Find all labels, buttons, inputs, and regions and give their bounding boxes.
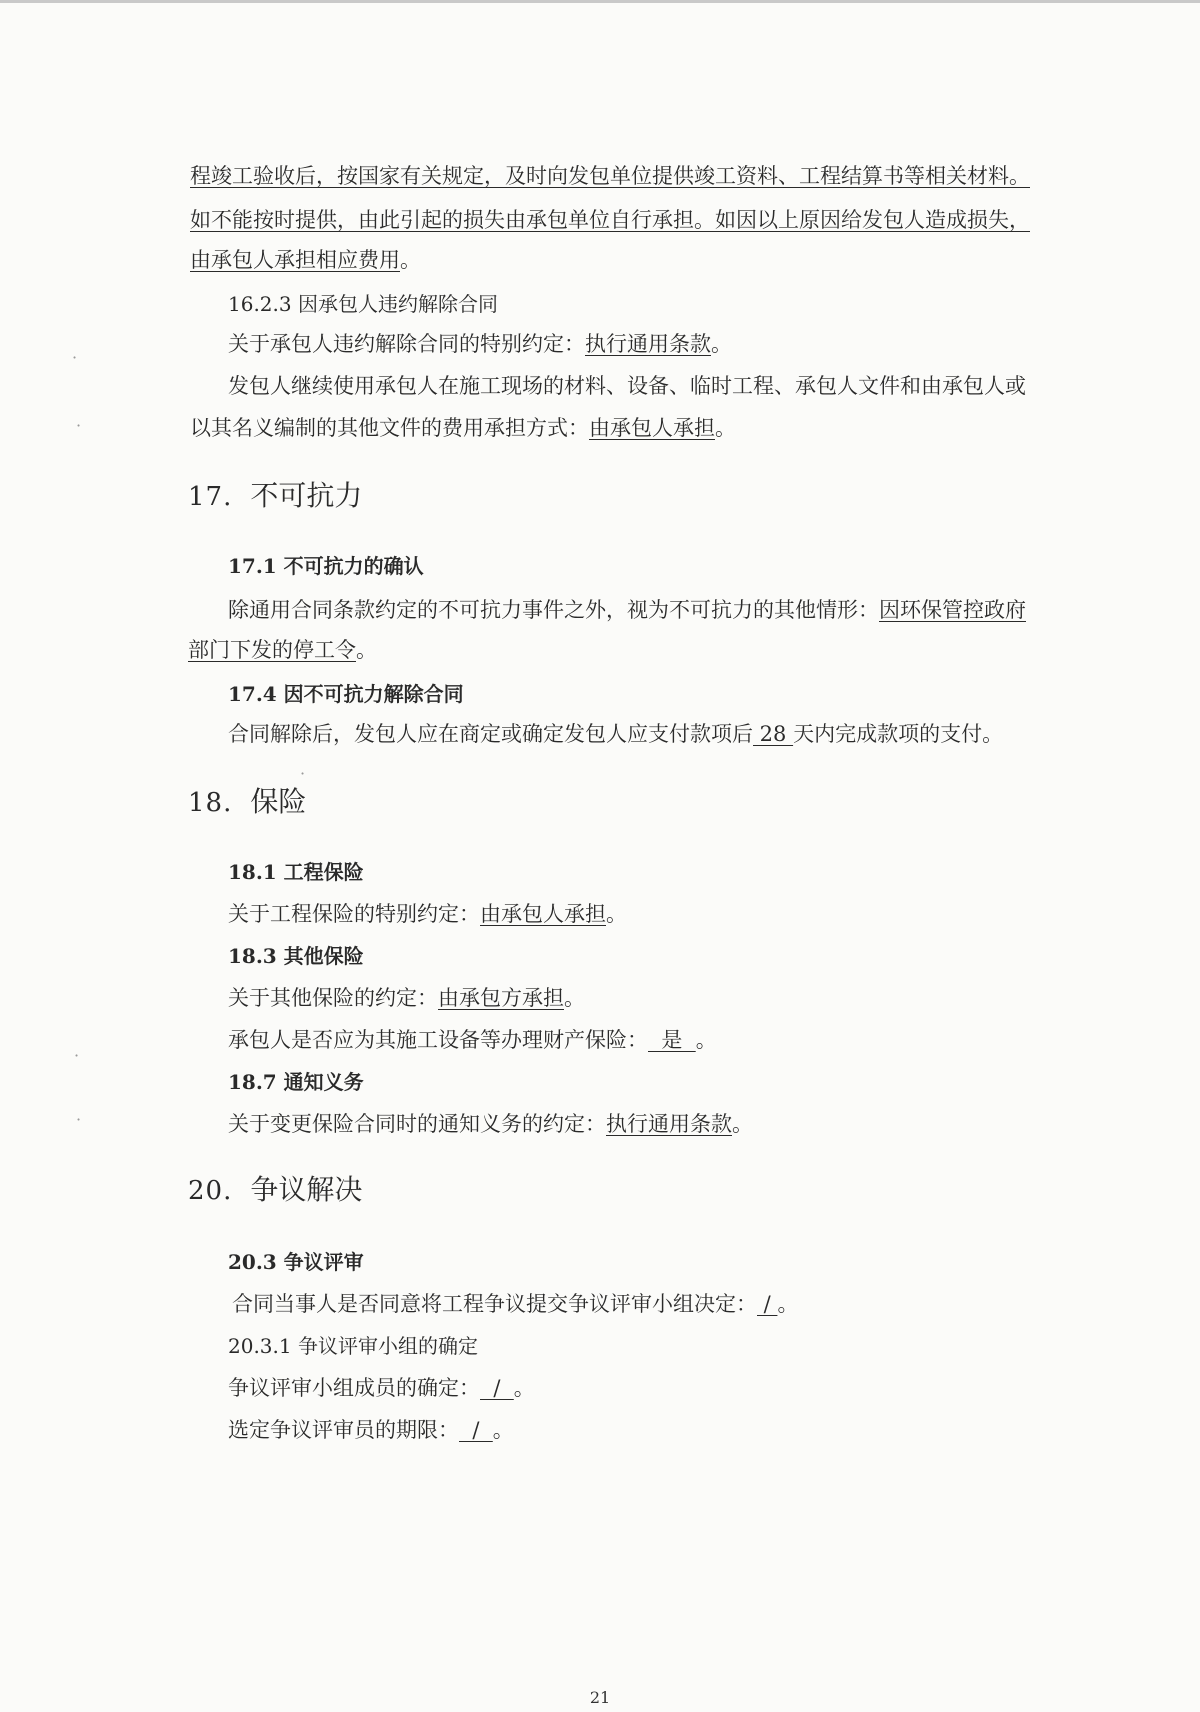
clause-label: 关于变更保险合同时的通知义务的约定： — [228, 1112, 606, 1136]
section-number: 20. — [188, 1176, 233, 1206]
section-20-3-1-members-line — [228, 1374, 535, 1402]
section-18-3-line — [228, 984, 585, 1012]
clause-value: 部门下发的停工令 — [188, 638, 356, 662]
section-17-1-heading: 17.1 不可抗力的确认 — [228, 554, 424, 578]
section-title: 不可抗力 — [250, 479, 363, 512]
section-17-heading — [188, 478, 362, 515]
scan-speck: · — [72, 348, 78, 367]
clause-value: / — [480, 1376, 514, 1400]
section-18-1-line — [228, 900, 627, 928]
section-18-1-heading: 18.1 工程保险 — [228, 860, 364, 884]
clause-label: 合同当事人是否同意将工程争议提交争议评审小组决定： — [232, 1292, 757, 1316]
section-17-4-heading: 17.4 因不可抗力解除合同 — [228, 682, 464, 706]
section-18-7-line — [228, 1110, 753, 1138]
clause-value: / — [459, 1418, 493, 1442]
section-16-2-3-special-clause — [228, 330, 732, 358]
clause-label: 关于其他保险的约定： — [228, 986, 438, 1010]
clause-end: 。 — [732, 1112, 753, 1136]
scan-top-edge — [0, 0, 1200, 3]
continuation-text-3: 由承包人承担相应费用 — [190, 248, 400, 272]
section-20-3-heading: 20.3 争议评审 — [228, 1250, 364, 1274]
section-18-3-heading: 18.3 其他保险 — [228, 944, 364, 968]
clause-label: 争议评审小组成员的确定： — [228, 1376, 480, 1400]
section-17-4-line — [228, 720, 1003, 748]
continuation-line-3 — [190, 246, 421, 274]
section-20-3-line — [232, 1290, 798, 1318]
clause-end: 。 — [564, 986, 585, 1010]
clause-end: 。 — [711, 332, 732, 356]
clause-value: 由承包人承担 — [480, 902, 606, 926]
section-number: 17. — [188, 482, 233, 512]
clause-label: 以其名义编制的其他文件的费用承担方式： — [190, 416, 589, 440]
section-20-3-1-deadline-line — [228, 1416, 514, 1444]
scan-speck: · — [300, 764, 306, 783]
clause-end: 。 — [492, 1418, 514, 1442]
clause-value: 因环保管控政府 — [879, 598, 1026, 622]
clause-value: 执行通用条款 — [585, 332, 711, 356]
section-title: 争议解决 — [250, 1173, 363, 1206]
clause-end: 。 — [513, 1376, 535, 1400]
continuation-text-2: 如不能按时提供，由此引起的损失由承包单位自行承担。如因以上原因给发包人造成损失， — [190, 208, 1030, 232]
clause-end: 。 — [695, 1028, 717, 1052]
clause-end: 。 — [715, 416, 736, 440]
clause-end: 。 — [356, 638, 377, 662]
clause-label: 关于承包人违约解除合同的特别约定： — [228, 332, 585, 356]
continuation-text-1: 程竣工验收后，按国家有关规定，及时向发包单位提供竣工资料、工程结算书等相关材料。 — [190, 164, 1030, 188]
continuation-end: 。 — [400, 248, 421, 272]
clause-suffix: 天内完成款项的支付。 — [793, 722, 1004, 746]
section-17-1-line-2 — [188, 636, 377, 664]
scan-speck: · — [76, 416, 82, 435]
section-title: 保险 — [250, 785, 307, 818]
scan-speck: · — [76, 1110, 82, 1129]
clause-end: 。 — [606, 902, 627, 926]
section-number: 18. — [188, 788, 233, 818]
clause-value: 由承包人承担 — [589, 416, 715, 440]
clause-value: 执行通用条款 — [606, 1112, 732, 1136]
clause-label: 承包人是否应为其施工设备等办理财产保险： — [228, 1028, 648, 1052]
section-18-heading — [188, 784, 306, 821]
section-20-heading — [188, 1172, 362, 1209]
scan-speck: · — [74, 1046, 80, 1065]
clause-label: 关于工程保险的特别约定： — [228, 902, 480, 926]
section-18-7-heading: 18.7 通知义务 — [228, 1070, 364, 1094]
continuation-line-1 — [190, 162, 1030, 190]
section-18-3-insurance-question — [228, 1026, 717, 1054]
clause-value: / — [757, 1292, 778, 1316]
continuation-line-2 — [190, 206, 1030, 234]
clause-value: 是 — [648, 1028, 696, 1052]
clause-label: 选定争议评审员的期限： — [228, 1418, 459, 1442]
section-17-1-line-1 — [228, 596, 1026, 624]
clause-label: 合同解除后，发包人应在商定或确定发包人应支付款项后 — [228, 722, 753, 746]
section-20-3-1-heading: 20.3.1 争议评审小组的确定 — [228, 1334, 478, 1358]
section-16-2-3-cost-line-2 — [190, 414, 736, 442]
page-number: 21 — [589, 1688, 611, 1707]
clause-label: 除通用合同条款约定的不可抗力事件之外，视为不可抗力的其他情形： — [228, 598, 879, 622]
clause-value: 28 — [753, 722, 794, 746]
clause-end: 。 — [777, 1292, 799, 1316]
section-16-2-3-cost-line-1: 发包人继续使用承包人在施工现场的材料、设备、临时工程、承包人文件和由承包人或 — [228, 374, 1026, 398]
section-16-2-3-heading: 16.2.3 因承包人违约解除合同 — [228, 292, 498, 316]
clause-value: 由承包方承担 — [438, 986, 564, 1010]
